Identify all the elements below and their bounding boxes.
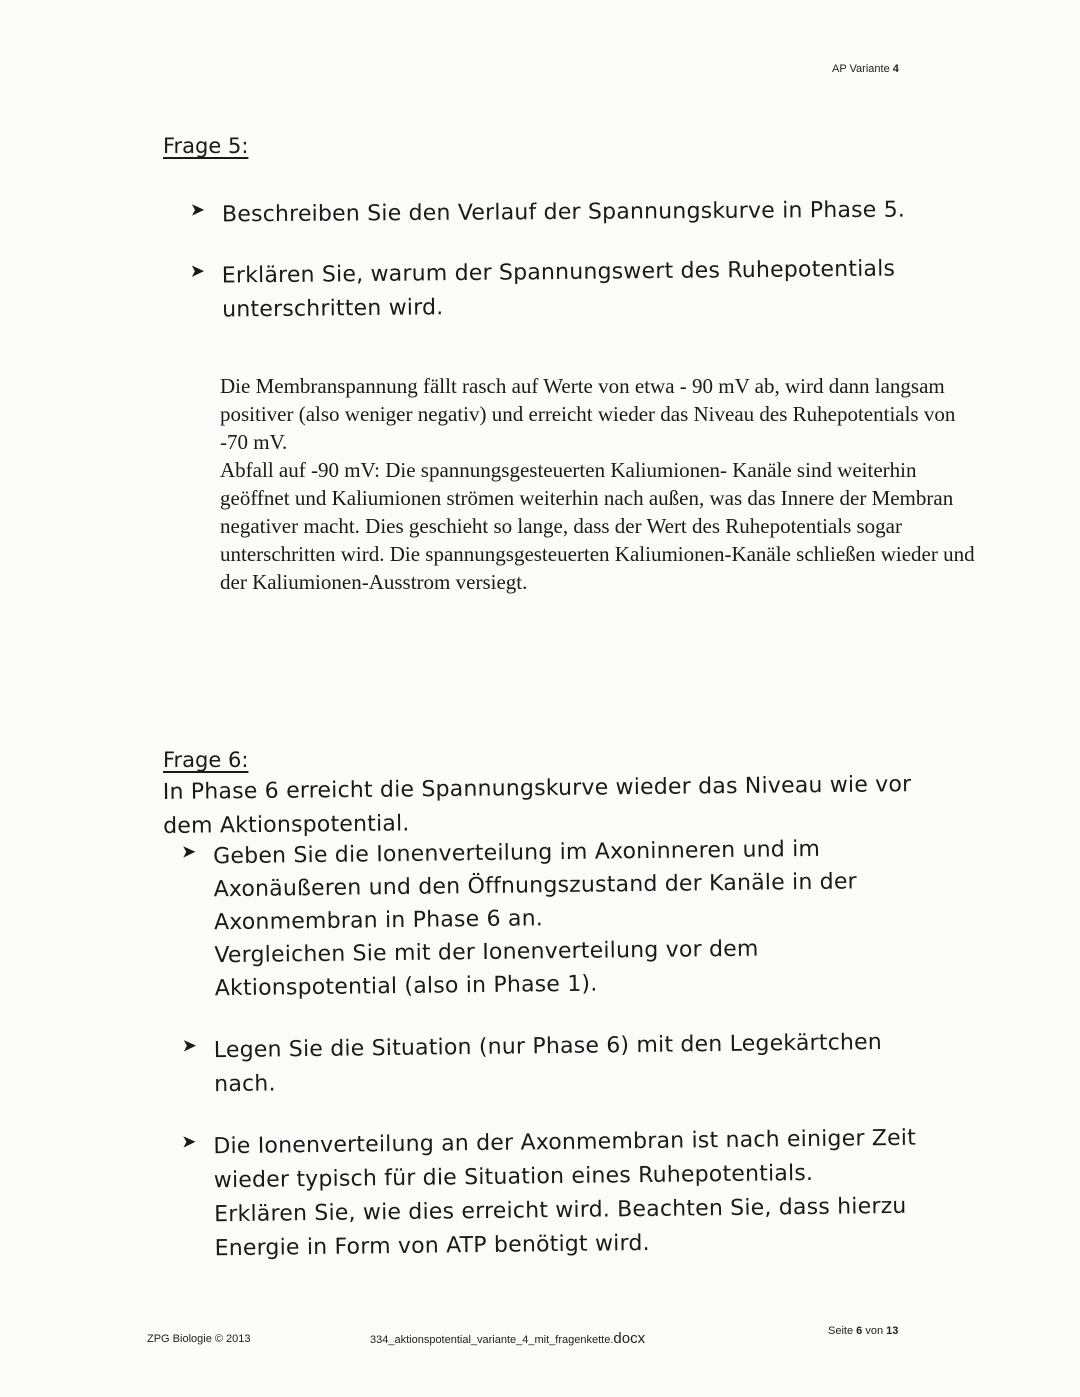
header-number: 4 [892,63,899,75]
bullet-text-part-1: Die Ionenverteilung an der Axonmembran ist nach einiger Zeit wieder typisch für die Situation eines Ruhepotentials. [213,1125,917,1194]
bullet-text: Beschreiben Sie den Verlauf der Spannungskurve in Phase 5. [221,197,906,228]
question-6-bullet-1 [181,831,943,1005]
page-current: 6 [856,1325,863,1337]
bullet-text-part-1: Geben Sie die Ionenverteilung im Axoninneren und im Axonäußeren und den Öffnungszustand der Kanäle in der Axonmembran in Phase 6 an. [213,836,858,936]
question-6-bullet-3 [181,1121,943,1266]
page-total: 13 [886,1325,899,1337]
filename-text: 334_aktionspotential_variante_4_mit_fragenkette. [370,1334,614,1346]
arrowhead-bullet-icon: ➤ [189,199,206,221]
footer-filename [370,1330,645,1347]
arrowhead-bullet-icon: ➤ [189,260,206,282]
question-5-bullet-2 [190,252,931,328]
header-text: AP Variante [832,63,890,75]
question-5-bullet-1 [190,193,930,232]
question-6-title: Frage 6: [163,748,249,772]
question-6-bullet-2 [182,1025,923,1102]
bullet-text-part-2: Erklären Sie, wie dies erreicht wird. Beachten Sie, dass hierzu Energie in Form von ATP benötigt wird. [214,1193,907,1262]
bullet-text [213,1121,943,1266]
header-label [832,63,899,75]
page-mid: von [865,1325,884,1337]
bullet-text-part-2: Vergleichen Sie mit der Ionenverteilung vor dem Aktionspotential (also in Phase 1). [214,936,759,1002]
bullet-text: Legen Sie die Situation (nur Phase 6) mit den Legekärtchen nach. [213,1029,883,1098]
arrowhead-bullet-icon: ➤ [181,1035,198,1057]
page-prefix: Seite [828,1325,854,1337]
question-5-title: Frage 5: [163,134,249,158]
arrowhead-bullet-icon: ➤ [181,841,197,863]
question-6-intro: In Phase 6 erreicht die Spannungskurve wieder das Niveau wie vor dem Aktionspotential. [162,772,912,839]
question-5-answer [220,372,980,596]
bullet-text: Erklären Sie, warum der Spannungswert des Ruhepotentials unterschritten wird. [221,256,896,323]
bullet-text [213,831,943,1005]
arrowhead-bullet-icon: ➤ [181,1131,197,1153]
filename-extension: docx [613,1330,646,1347]
footer-page-number [828,1325,898,1337]
footer-copyright: ZPG Biologie © 2013 [147,1333,251,1345]
answer-paragraph-1: Die Membranspannung fällt rasch auf Werte von etwa - 90 mV ab, wird dann langsam positiver (also weniger negativ) und erreicht wieder das Niveau des Ruhepotentials von -70 mV. [220,374,956,454]
answer-paragraph-2: Abfall auf -90 mV: Die spannungsgesteuerten Kaliumionen- Kanäle sind weiterhin geöffnet und Kaliumionen strömen weiterhin nach außen, was das Innere der Membran negativer macht. Dies geschieht so lange, dass der Wert des Ruhepotentials sogar unterschritten wird. Die spannungsgesteuerten Kaliumionen-Kanäle schließen wieder und der Kaliumionen-Ausstrom versiegt. [220,458,975,594]
